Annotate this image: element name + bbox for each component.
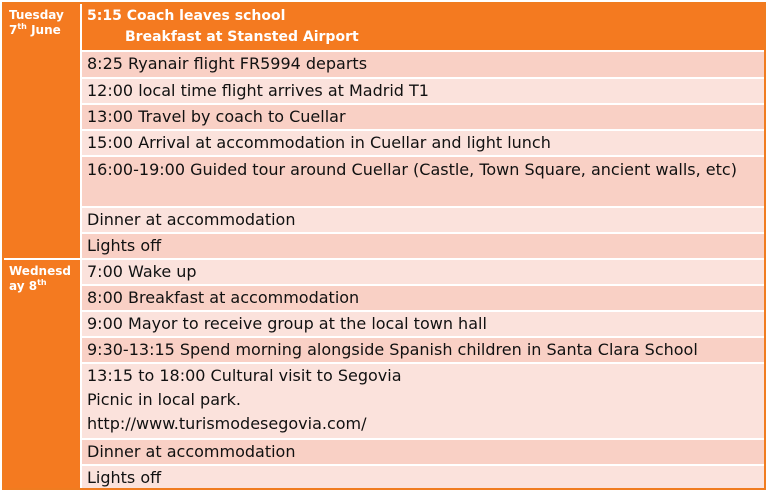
row-divider <box>82 438 764 440</box>
row-divider <box>82 336 764 338</box>
schedule-row: 9:30-13:15 Spend morning alongside Spanish children in Santa Clara School <box>82 338 764 362</box>
schedule-row: 7:00 Wake up <box>82 260 764 284</box>
schedule-row: Dinner at accommodation <box>82 440 764 464</box>
row-divider <box>82 50 764 52</box>
schedule-row: 5:15 Coach leaves school Breakfast at Stansted Airport <box>82 4 764 50</box>
itinerary-table <box>2 2 766 490</box>
day-date: 7th June <box>9 22 61 37</box>
row-divider <box>82 310 764 312</box>
row-divider <box>82 258 764 260</box>
schedule-row: 16:00-19:00 Guided tour around Cuellar (Castle, Town Square, ancient walls, etc) <box>82 157 764 206</box>
row-divider <box>82 284 764 286</box>
row-divider <box>82 155 764 157</box>
schedule-row: 13:00 Travel by coach to Cuellar <box>82 105 764 129</box>
row-divider <box>82 103 764 105</box>
schedule-row: 8:25 Ryanair flight FR5994 departs <box>82 52 764 77</box>
row-divider <box>82 464 764 466</box>
day-label-wednesday <box>4 260 80 488</box>
schedule-row: 8:00 Breakfast at accommodation <box>82 286 764 310</box>
row-divider <box>82 77 764 79</box>
row-divider <box>82 129 764 131</box>
schedule-row: 15:00 Arrival at accommodation in Cuellar and light lunch <box>82 131 764 155</box>
schedule-row: Lights off <box>82 234 764 258</box>
day-label-tuesday <box>4 4 80 258</box>
row-divider <box>82 206 764 208</box>
segovia-link[interactable]: http://www.turismodesegovia.com/ <box>87 414 367 433</box>
schedule-row: Dinner at accommodation <box>82 208 764 232</box>
schedule-row: 9:00 Mayor to receive group at the local town hall <box>82 312 764 336</box>
day-date: ay 8th <box>9 278 47 293</box>
row-divider <box>82 232 764 234</box>
schedule-row: 13:15 to 18:00 Cultural visit to Segovia Picnic in local park. http://www.turismodesegovia.com/ <box>82 364 764 438</box>
day-name: Tuesday <box>9 8 64 22</box>
day-name: Wednesd <box>9 264 71 278</box>
day-divider <box>4 258 80 260</box>
schedule-row: Lights off <box>82 466 764 488</box>
schedule-row: 12:00 local time flight arrives at Madrid T1 <box>82 79 764 103</box>
row-divider <box>82 362 764 364</box>
